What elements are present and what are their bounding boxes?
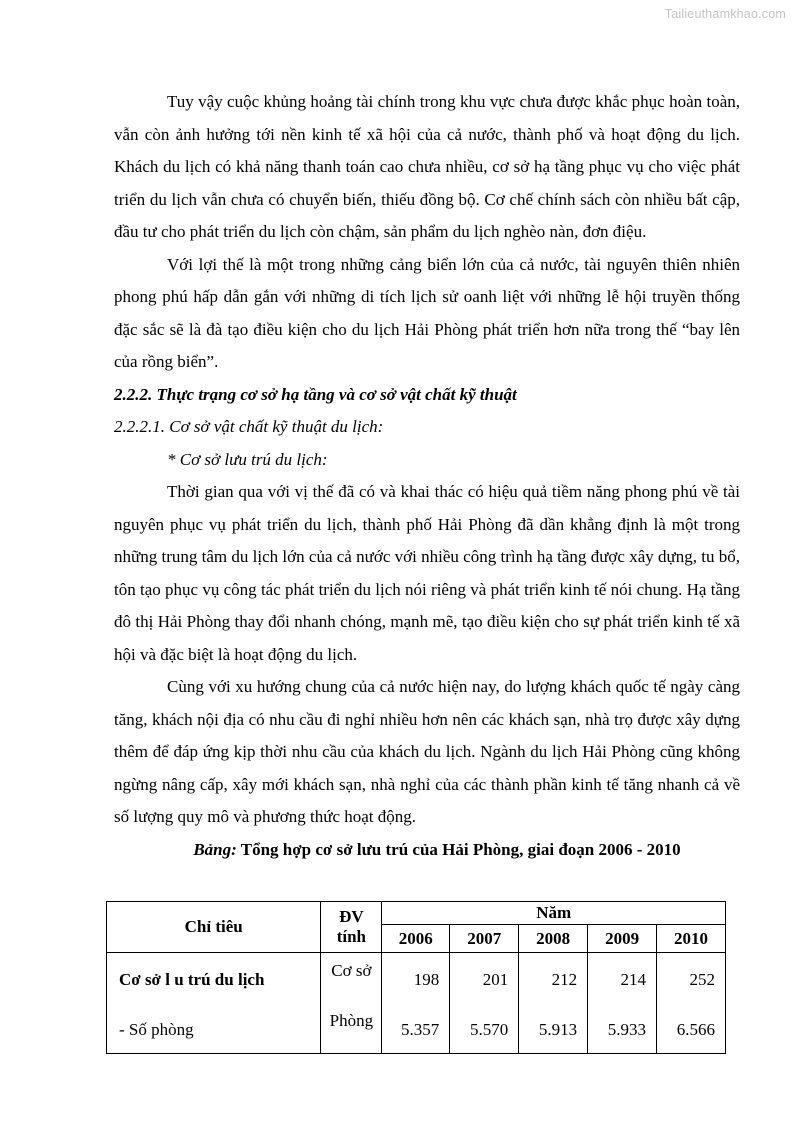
- table-row: [107, 1007, 726, 1054]
- cell-value: 212: [519, 953, 588, 1008]
- header-year: 2009: [588, 925, 657, 953]
- paragraph-2: Với lợi thế là một trong những cảng biển lớn của cả nước, tài nguyên thiên nhiên phong phú hấp dẫn gắn với những di tích lịch sử oanh liệt với những lễ hội truyền thống đặc sắc sẽ là đà tạo điều kiện cho du lịch Hải Phòng phát triển hơn nữa trong thế “bay lên của rồng biển”.: [114, 254, 740, 371]
- cell-value: 5.570: [450, 1007, 519, 1054]
- cell-value: 198: [382, 953, 450, 1008]
- row-label: - Số phòng: [107, 1007, 321, 1054]
- header-unit: [321, 902, 382, 953]
- cell-value: 6.566: [657, 1007, 726, 1054]
- bullet-heading: * Cơ sở lưu trú du lịch:: [167, 449, 328, 469]
- header-unit-line1: ĐV: [339, 907, 364, 926]
- cell-value: 214: [588, 953, 657, 1008]
- watermark: Tailieuthamkhao.com: [664, 7, 786, 21]
- section-heading: 2.2.2. Thực trạng cơ sở hạ tầng và cơ sở vật chất kỹ thuật: [114, 384, 517, 404]
- paragraph-1: Tuy vậy cuộc khủng hoảng tài chính trong khu vực chưa được khắc phục hoàn toàn, vẫn còn ảnh hưởng tới nền kinh tế xã hội của cả nước, thành phố và hoạt động du lịch. Khách du lịch có khả năng thanh toán cao chưa nhiều, cơ sở hạ tầng phục vụ cho việc phát triển du lịch vẫn chưa có chuyển biến, thiếu đồng bộ. Cơ chế chính sách còn nhiều bất cập, đầu tư cho phát triển du lịch còn chậm, sản phẩm du lịch nghèo nàn, đơn điệu.: [114, 92, 740, 241]
- subsection-heading: 2.2.2.1. Cơ sở vật chất kỹ thuật du lịch:: [114, 417, 384, 436]
- table-caption-text: Tổng hợp cơ sở lưu trú của Hải Phòng, giai đoạn 2006 - 2010: [240, 839, 681, 859]
- table-caption-label: Bảng:: [193, 839, 237, 859]
- header-year: 2007: [450, 925, 519, 953]
- table-caption: [114, 834, 740, 867]
- paragraph-4: Cùng với xu hướng chung của cả nước hiện nay, do lượng khách quốc tế ngày càng tăng, khách nội địa có nhu cầu đi nghỉ nhiều hơn nên các khách sạn, nhà trọ được xây dựng thêm để đáp ứng kịp thời nhu cầu của khách du lịch. Ngành du lịch Hải Phòng cũng không ngừng nâng cấp, xây mới khách sạn, nhà nghỉ của các thành phần kinh tế tăng nhanh cả về số lượng quy mô và phương thức hoạt động.: [114, 677, 740, 826]
- cell-value: 5.357: [382, 1007, 450, 1054]
- header-unit-line2: tính: [336, 927, 367, 946]
- cell-value: 5.913: [519, 1007, 588, 1054]
- row-unit: Cơ sở: [321, 953, 382, 1008]
- row-label: Cơ sở l u trú du lịch: [107, 953, 321, 1008]
- cell-value: 5.933: [588, 1007, 657, 1054]
- header-year-group: Năm: [382, 902, 726, 925]
- table-row: [107, 953, 726, 1008]
- cell-value: 201: [450, 953, 519, 1008]
- paragraph-3: Thời gian qua với vị thế đã có và khai thác có hiệu quả tiềm năng phong phú về tài nguyên phục vụ phát triển du lịch, thành phố Hải Phòng đã dần khẳng định là một trong những trung tâm du lịch lớn của cả nước với nhiều công trình hạ tầng được xây dựng, tu bổ, tôn tạo phục vụ công tác phát triển du lịch nói riêng và phát triển kinh tế nói chung. Hạ tầng đô thị Hải Phòng thay đổi nhanh chóng, mạnh mẽ, tạo điều kiện cho sự phát triển kinh tế xã hội và đặc biệt là hoạt động du lịch.: [114, 482, 740, 664]
- accommodation-table: [106, 901, 726, 1054]
- row-unit: Phòng: [321, 1007, 382, 1054]
- header-year: 2006: [382, 925, 450, 953]
- header-indicator: Chỉ tiêu: [107, 902, 321, 953]
- document-body: [114, 86, 740, 866]
- header-year: 2008: [519, 925, 588, 953]
- cell-value: 252: [657, 953, 726, 1008]
- header-year: 2010: [657, 925, 726, 953]
